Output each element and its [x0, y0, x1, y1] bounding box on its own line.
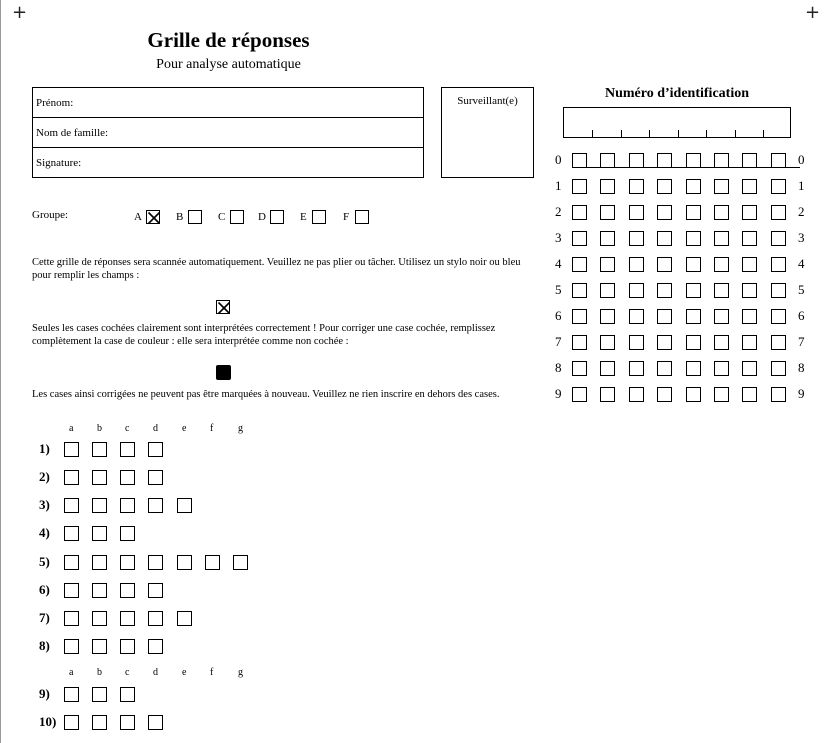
question-4-label: 4) — [39, 525, 50, 540]
id-digit-6-col-1[interactable] — [572, 309, 587, 324]
id-row-0-underline — [786, 167, 800, 168]
question-1-choice-a[interactable] — [64, 442, 79, 457]
page-border — [0, 0, 1, 743]
id-row-0-underline — [644, 167, 658, 168]
column-header-c: c — [125, 667, 130, 678]
group-option-e-checkbox[interactable] — [312, 210, 326, 224]
question-9-choice-b[interactable] — [92, 687, 107, 702]
id-digit-1-col-1[interactable] — [572, 179, 587, 194]
id-digit-7-col-3[interactable] — [629, 335, 644, 350]
question-10-label: 10) — [39, 714, 57, 729]
question-5-choice-g[interactable] — [233, 555, 248, 570]
first-name-field[interactable] — [33, 88, 423, 118]
check-x-icon — [147, 211, 161, 225]
id-digit-4-col-1[interactable] — [572, 257, 587, 272]
id-row-label-right-3: 3 — [798, 230, 805, 245]
id-digit-7-col-2[interactable] — [600, 335, 615, 350]
question-1-label: 1) — [39, 441, 50, 456]
id-digit-0-col-6[interactable] — [714, 153, 729, 168]
id-digit-5-col-2[interactable] — [600, 283, 615, 298]
id-digit-4-col-2[interactable] — [600, 257, 615, 272]
column-header-g: g — [238, 667, 243, 678]
id-digit-8-col-4[interactable] — [657, 361, 672, 376]
id-digit-1-col-8[interactable] — [771, 179, 786, 194]
page-title: Grille de réponses — [147, 28, 310, 52]
instructions-paragraph-3: Les cases ainsi corrigées ne peuvent pas être marquées à nouveau. Veuillez ne rien inscrire en dehors des cases. — [32, 389, 500, 400]
question-7-choice-b[interactable] — [92, 611, 107, 626]
group-option-f-checkbox[interactable] — [355, 210, 369, 224]
column-header-d: d — [153, 423, 158, 434]
question-4-choice-c[interactable] — [120, 526, 135, 541]
id-digit-4-col-8[interactable] — [771, 257, 786, 272]
id-row-label-right-5: 5 — [798, 282, 805, 297]
id-row-label-left-3: 3 — [555, 230, 562, 245]
id-row-label-left-2: 2 — [555, 204, 562, 219]
signature-field[interactable] — [33, 148, 423, 178]
id-digit-4-col-4[interactable] — [657, 257, 672, 272]
question-3-choice-d[interactable] — [148, 498, 163, 513]
identification-number-box[interactable] — [563, 107, 791, 138]
id-row-label-left-8: 8 — [555, 360, 562, 375]
id-digit-7-col-4[interactable] — [657, 335, 672, 350]
question-7-choice-d[interactable] — [148, 611, 163, 626]
id-digit-3-col-2[interactable] — [600, 231, 615, 246]
id-digit-8-col-6[interactable] — [714, 361, 729, 376]
question-7-label: 7) — [39, 610, 50, 625]
digit-separator-tick — [621, 130, 622, 137]
question-1-choice-c[interactable] — [120, 442, 135, 457]
group-option-a-checkbox[interactable] — [146, 210, 160, 224]
id-row-0-underline — [701, 167, 715, 168]
id-digit-1-col-2[interactable] — [600, 179, 615, 194]
question-3-label: 3) — [39, 497, 50, 512]
id-row-label-left-4: 4 — [555, 256, 562, 271]
question-2-choice-a[interactable] — [64, 470, 79, 485]
id-digit-7-col-6[interactable] — [714, 335, 729, 350]
question-6-label: 6) — [39, 582, 50, 597]
question-6-choice-a[interactable] — [64, 583, 79, 598]
id-digit-8-col-7[interactable] — [742, 361, 757, 376]
question-3-choice-b[interactable] — [92, 498, 107, 513]
question-3-choice-e[interactable] — [177, 498, 192, 513]
question-10-choice-a[interactable] — [64, 715, 79, 730]
question-10-choice-d[interactable] — [148, 715, 163, 730]
group-option-d-label: D — [258, 211, 266, 223]
id-digit-2-col-5[interactable] — [686, 205, 701, 220]
id-digit-8-col-2[interactable] — [600, 361, 615, 376]
id-row-label-left-9: 9 — [555, 386, 562, 401]
id-digit-9-col-2[interactable] — [600, 387, 615, 402]
question-5-choice-a[interactable] — [64, 555, 79, 570]
id-digit-5-col-7[interactable] — [742, 283, 757, 298]
id-row-0-underline — [615, 167, 629, 168]
id-digit-6-col-4[interactable] — [657, 309, 672, 324]
question-1-choice-d[interactable] — [148, 442, 163, 457]
id-row-0-underline — [672, 167, 686, 168]
question-10-choice-c[interactable] — [120, 715, 135, 730]
group-option-c-checkbox[interactable] — [230, 210, 244, 224]
id-digit-5-col-5[interactable] — [686, 283, 701, 298]
id-digit-7-col-1[interactable] — [572, 335, 587, 350]
id-digit-3-col-1[interactable] — [572, 231, 587, 246]
question-6-choice-d[interactable] — [148, 583, 163, 598]
id-digit-0-col-3[interactable] — [629, 153, 644, 168]
question-7-choice-e[interactable] — [177, 611, 192, 626]
id-row-0-underline — [729, 167, 743, 168]
id-digit-0-col-4[interactable] — [657, 153, 672, 168]
id-row-label-left-0: 0 — [555, 152, 562, 167]
example-filled-box — [216, 365, 231, 380]
group-option-d-checkbox[interactable] — [270, 210, 284, 224]
id-digit-9-col-6[interactable] — [714, 387, 729, 402]
id-digit-5-col-6[interactable] — [714, 283, 729, 298]
question-8-choice-c[interactable] — [120, 639, 135, 654]
question-1-choice-b[interactable] — [92, 442, 107, 457]
digit-separator-tick — [649, 130, 650, 137]
question-7-choice-a[interactable] — [64, 611, 79, 626]
id-row-0-underline — [757, 167, 771, 168]
group-label: Groupe: — [32, 209, 69, 221]
id-digit-4-col-7[interactable] — [742, 257, 757, 272]
student-info-box — [32, 87, 424, 178]
question-10-choice-b[interactable] — [92, 715, 107, 730]
id-row-label-left-5: 5 — [555, 282, 562, 297]
id-digit-6-col-6[interactable] — [714, 309, 729, 324]
id-row-0-underline — [587, 167, 601, 168]
last-name-label: Nom de famille: — [36, 127, 109, 139]
id-digit-3-col-8[interactable] — [771, 231, 786, 246]
id-digit-3-col-5[interactable] — [686, 231, 701, 246]
group-option-a-label: A — [134, 211, 142, 223]
id-digit-0-col-1[interactable] — [572, 153, 587, 168]
id-digit-1-col-5[interactable] — [686, 179, 701, 194]
id-digit-6-col-3[interactable] — [629, 309, 644, 324]
column-header-e: e — [182, 667, 187, 678]
question-5-choice-f[interactable] — [205, 555, 220, 570]
id-digit-2-col-4[interactable] — [657, 205, 672, 220]
question-6-choice-c[interactable] — [120, 583, 135, 598]
id-digit-1-col-7[interactable] — [742, 179, 757, 194]
question-2-choice-c[interactable] — [120, 470, 135, 485]
id-digit-5-col-8[interactable] — [771, 283, 786, 298]
registration-mark-top-right: + — [805, 2, 821, 23]
id-digit-6-col-7[interactable] — [742, 309, 757, 324]
id-digit-0-col-2[interactable] — [600, 153, 615, 168]
id-digit-5-col-3[interactable] — [629, 283, 644, 298]
id-digit-3-col-6[interactable] — [714, 231, 729, 246]
instructions-paragraph-2: Seules les cases cochées clairement sont interprétées correctement ! Pour corriger une case cochée, remplissez complètement la case de couleur : elle sera interprétée comme non cochée : — [32, 323, 496, 347]
question-2-choice-d[interactable] — [148, 470, 163, 485]
id-digit-9-col-5[interactable] — [686, 387, 701, 402]
id-digit-7-col-5[interactable] — [686, 335, 701, 350]
group-option-b-label: B — [176, 211, 184, 223]
id-digit-9-col-8[interactable] — [771, 387, 786, 402]
question-9-label: 9) — [39, 686, 50, 701]
question-5-choice-e[interactable] — [177, 555, 192, 570]
id-digit-2-col-7[interactable] — [742, 205, 757, 220]
question-9-choice-a[interactable] — [64, 687, 79, 702]
id-row-label-left-7: 7 — [555, 334, 562, 349]
question-2-choice-b[interactable] — [92, 470, 107, 485]
instructions-paragraph-1: Cette grille de réponses sera scannée automatiquement. Veuillez ne pas plier ou tâcher. Utilisez un stylo noir ou bleu pour remplir les champs : — [32, 257, 521, 281]
id-digit-5-col-4[interactable] — [657, 283, 672, 298]
id-digit-2-col-3[interactable] — [629, 205, 644, 220]
id-digit-2-col-2[interactable] — [600, 205, 615, 220]
id-row-label-right-7: 7 — [798, 334, 805, 349]
group-option-e-label: E — [300, 211, 307, 223]
last-name-field[interactable] — [33, 118, 423, 148]
id-digit-0-col-8[interactable] — [771, 153, 786, 168]
question-5-choice-d[interactable] — [148, 555, 163, 570]
id-digit-8-col-3[interactable] — [629, 361, 644, 376]
example-checked-box — [216, 300, 230, 314]
id-digit-9-col-4[interactable] — [657, 387, 672, 402]
id-digit-1-col-3[interactable] — [629, 179, 644, 194]
column-header-c: c — [125, 423, 130, 434]
proctor-box[interactable] — [441, 87, 534, 178]
id-digit-9-col-1[interactable] — [572, 387, 587, 402]
id-digit-1-col-6[interactable] — [714, 179, 729, 194]
id-row-label-right-0: 0 — [798, 152, 805, 167]
id-row-label-right-9: 9 — [798, 386, 805, 401]
column-header-b: b — [97, 667, 102, 678]
id-digit-4-col-6[interactable] — [714, 257, 729, 272]
question-4-choice-a[interactable] — [64, 526, 79, 541]
id-digit-6-col-8[interactable] — [771, 309, 786, 324]
column-header-a: a — [69, 423, 74, 434]
question-5-choice-b[interactable] — [92, 555, 107, 570]
id-digit-1-col-4[interactable] — [657, 179, 672, 194]
id-digit-3-col-4[interactable] — [657, 231, 672, 246]
id-digit-4-col-5[interactable] — [686, 257, 701, 272]
column-header-f: f — [210, 423, 214, 434]
digit-separator-tick — [735, 130, 736, 137]
signature-label: Signature: — [36, 157, 82, 169]
column-header-d: d — [153, 667, 158, 678]
id-digit-5-col-1[interactable] — [572, 283, 587, 298]
id-digit-7-col-7[interactable] — [742, 335, 757, 350]
column-header-a: a — [69, 667, 74, 678]
proctor-label: Surveillant(e) — [457, 95, 518, 107]
question-5-choice-c[interactable] — [120, 555, 135, 570]
id-row-label-right-4: 4 — [798, 256, 805, 271]
question-2-label: 2) — [39, 469, 50, 484]
question-8-choice-d[interactable] — [148, 639, 163, 654]
digit-separator-tick — [763, 130, 764, 137]
id-digit-3-col-3[interactable] — [629, 231, 644, 246]
id-row-label-right-6: 6 — [798, 308, 805, 323]
id-digit-3-col-7[interactable] — [742, 231, 757, 246]
group-option-b-checkbox[interactable] — [188, 210, 202, 224]
id-digit-9-col-3[interactable] — [629, 387, 644, 402]
column-header-f: f — [210, 667, 214, 678]
id-row-label-right-8: 8 — [798, 360, 805, 375]
digit-separator-tick — [592, 130, 593, 137]
id-digit-6-col-2[interactable] — [600, 309, 615, 324]
question-7-choice-c[interactable] — [120, 611, 135, 626]
id-digit-2-col-6[interactable] — [714, 205, 729, 220]
check-x-icon — [217, 301, 231, 315]
page-subtitle: Pour analyse automatique — [156, 57, 301, 72]
first-name-label: Prénom: — [36, 97, 74, 109]
id-digit-4-col-3[interactable] — [629, 257, 644, 272]
id-digit-2-col-1[interactable] — [572, 205, 587, 220]
id-digit-6-col-5[interactable] — [686, 309, 701, 324]
id-row-label-right-2: 2 — [798, 204, 805, 219]
question-5-label: 5) — [39, 554, 50, 569]
id-digit-8-col-1[interactable] — [572, 361, 587, 376]
question-3-choice-a[interactable] — [64, 498, 79, 513]
id-digit-9-col-7[interactable] — [742, 387, 757, 402]
question-6-choice-b[interactable] — [92, 583, 107, 598]
group-option-c-label: C — [218, 211, 226, 223]
column-header-e: e — [182, 423, 187, 434]
question-8-label: 8) — [39, 638, 50, 653]
question-8-choice-a[interactable] — [64, 639, 79, 654]
digit-separator-tick — [706, 130, 707, 137]
digit-separator-tick — [678, 130, 679, 137]
identification-title: Numéro d’identification — [604, 86, 749, 101]
id-row-label-left-1: 1 — [555, 178, 562, 193]
registration-mark-top-left: + — [12, 2, 28, 23]
id-row-label-left-6: 6 — [555, 308, 562, 323]
id-digit-7-col-8[interactable] — [771, 335, 786, 350]
id-digit-8-col-8[interactable] — [771, 361, 786, 376]
id-digit-2-col-8[interactable] — [771, 205, 786, 220]
question-4-choice-b[interactable] — [92, 526, 107, 541]
id-digit-8-col-5[interactable] — [686, 361, 701, 376]
id-row-label-right-1: 1 — [798, 178, 805, 193]
column-header-b: b — [97, 423, 102, 434]
question-3-choice-c[interactable] — [120, 498, 135, 513]
id-digit-0-col-7[interactable] — [742, 153, 757, 168]
question-9-choice-c[interactable] — [120, 687, 135, 702]
question-8-choice-b[interactable] — [92, 639, 107, 654]
column-header-g: g — [238, 423, 243, 434]
group-option-f-label: F — [343, 211, 350, 223]
id-digit-0-col-5[interactable] — [686, 153, 701, 168]
